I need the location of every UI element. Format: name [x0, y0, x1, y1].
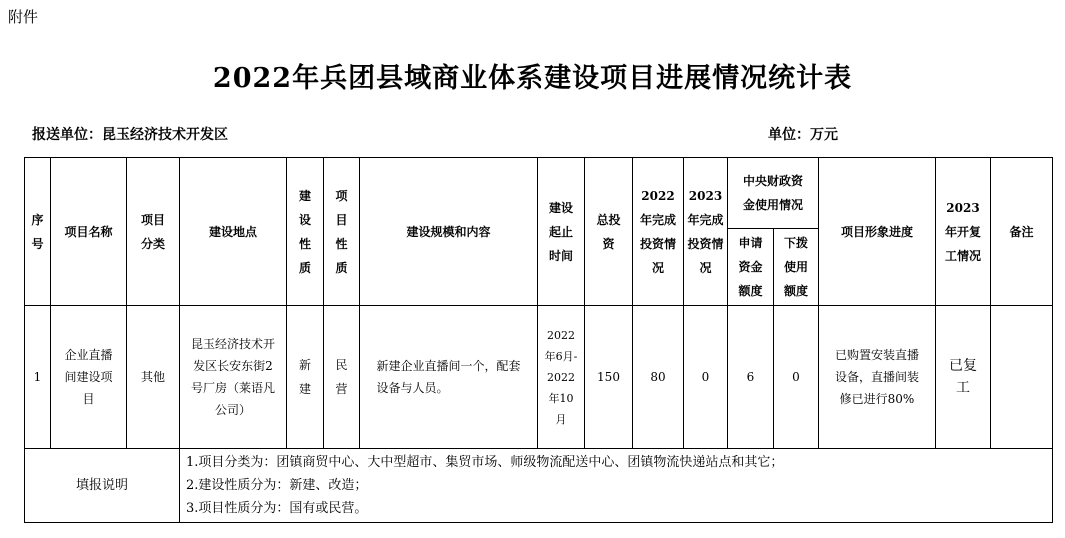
notes-row — [25, 449, 1053, 523]
notes-content — [180, 449, 1053, 523]
cell-project-name: 企业直播间建设项目 — [51, 306, 127, 449]
table-row — [25, 306, 1053, 449]
header-central-funds-allocated: 下拨使用额度 — [774, 229, 819, 306]
cell-project-nature: 民营 — [324, 306, 360, 449]
currency-unit — [768, 124, 838, 144]
cell-completed-2023: 0 — [684, 306, 728, 449]
header-completed-2022: 2022年完成投资情况 — [633, 158, 684, 306]
cell-central-funds-allocated: 0 — [774, 306, 819, 449]
cell-total-investment: 150 — [585, 306, 633, 449]
report-unit-label: 报送单位： — [32, 127, 102, 143]
note-item: 3.项目性质分为：国有或民营。 — [186, 501, 368, 516]
cell-seq: 1 — [25, 306, 51, 449]
header-project-name: 项目名称 — [51, 158, 127, 306]
report-unit — [32, 124, 228, 144]
progress-table — [24, 157, 1053, 523]
cell-remarks — [991, 306, 1053, 449]
cell-project-category: 其他 — [127, 306, 180, 449]
cell-location: 昆玉经济技术开发区长安东街2号厂房（莱语凡公司） — [180, 306, 287, 449]
header-total-investment: 总投资 — [585, 158, 633, 306]
header-scale-content: 建设规模和内容 — [360, 158, 538, 306]
cell-period: 2022年6月-2022年10月 — [538, 306, 585, 449]
header-construction-nature: 建设性质 — [287, 158, 324, 306]
header-central-funds: 中央财政资金使用情况 — [728, 158, 819, 229]
attachment-label: 附件 — [8, 8, 39, 26]
header-project-category: 项目分类 — [127, 158, 180, 306]
currency-unit-value: 万元 — [810, 127, 838, 143]
header-progress: 项目形象进度 — [819, 158, 936, 306]
note-item: 2.建设性质分为：新建、改造； — [186, 478, 368, 493]
header-period: 建设起止时间 — [538, 158, 585, 306]
cell-construction-nature: 新建 — [287, 306, 324, 449]
header-project-nature: 项目性质 — [324, 158, 360, 306]
cell-central-funds-applied: 6 — [728, 306, 774, 449]
cell-scale-content: 新建企业直播间一个，配套设备与人员。 — [360, 306, 538, 449]
page-title: 2022年兵团县域商业体系建设项目进展情况统计表 — [212, 63, 853, 94]
note-item: 1.项目分类为：团镇商贸中心、大中型超市、集贸市场、师级物流配送中心、团镇物流快递站点和其它； — [186, 455, 784, 470]
cell-progress: 已购置安装直播设备，直播间装修已进行80% — [819, 306, 936, 449]
header-seq: 序号 — [25, 158, 51, 306]
currency-unit-label: 单位： — [768, 127, 810, 143]
header-central-funds-applied: 申请资金额度 — [728, 229, 774, 306]
header-location: 建设地点 — [180, 158, 287, 306]
header-remarks: 备注 — [991, 158, 1053, 306]
cell-resumption-2023: 已复工 — [936, 306, 991, 449]
cell-completed-2022: 80 — [633, 306, 684, 449]
header-completed-2023: 2023年完成投资情况 — [684, 158, 728, 306]
report-unit-value: 昆玉经济技术开发区 — [102, 127, 228, 143]
header-row — [25, 158, 1053, 229]
header-resumption-2023: 2023年开复工情况 — [936, 158, 991, 306]
notes-label: 填报说明 — [25, 449, 180, 523]
